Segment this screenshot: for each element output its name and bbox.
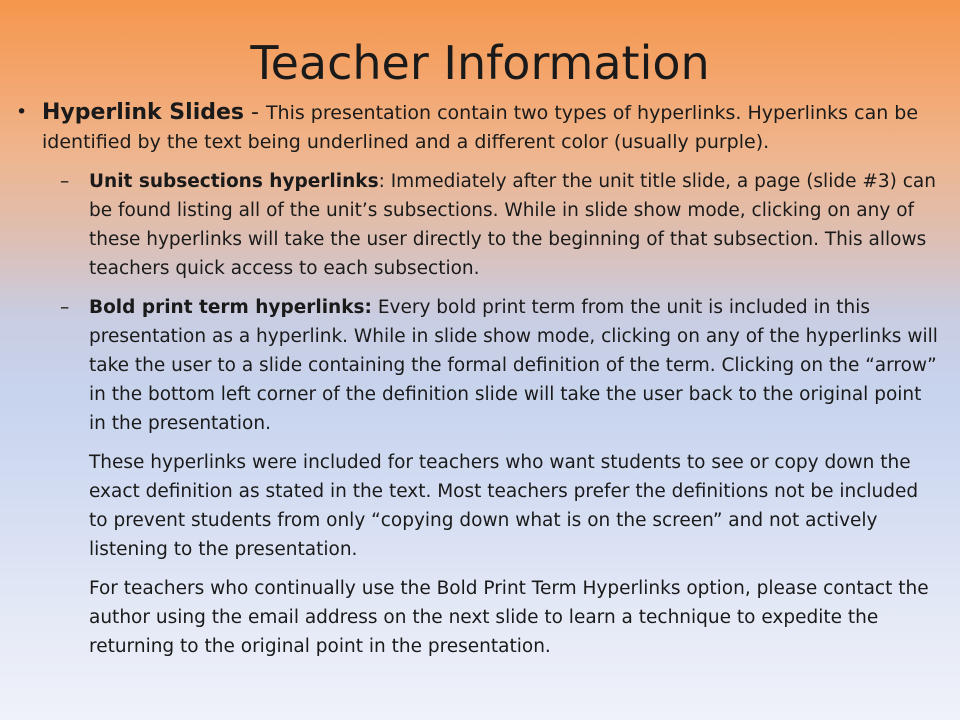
dash-marker: –: [60, 171, 70, 192]
bullet-separator: -: [244, 100, 266, 125]
paragraph-purpose: These hyperlinks were included for teachers who want students to see or copy down the exact definition as stated in the text. Most teachers prefer the definitions not be included to prevent students from only “copying down what is on the screen” and not actively listening to the presentation.: [89, 452, 919, 560]
subitem-unit-subsections: [60, 167, 939, 283]
subitem-bold-print-terms: [60, 293, 939, 438]
subitem-text: Immediately after the unit title slide, a page (slide #3) can be found listing all of the unit’s subsections. While in slide show mode, clicking on any of these hyperlinks will take the user directly to the beginning of that subsection. This allows teachers quick access to each subsection.: [89, 171, 936, 279]
bullet-lead-term: Hyperlink Slides: [42, 100, 244, 125]
bullet-hyperlink-slides: [16, 98, 947, 157]
bullet-text: This presentation contain two types of hyperlinks. Hyperlinks can be identified by the text being underlined and a different color (usually purple).: [42, 102, 919, 153]
dash-marker: –: [60, 297, 70, 318]
bullet-marker: •: [16, 101, 28, 123]
subitem-text: Every bold print term from the unit is included in this presentation as a hyperlink. While in slide show mode, clicking on any of the hyperlinks will take the user to a slide containing the formal definition of the term. Clicking on the “arrow” in the bottom left corner of the definition slide will take the user back to the original point in the presentation.: [89, 297, 938, 434]
paragraph-contact: For teachers who continually use the Bold Print Term Hyperlinks option, please contact the author using the email address on the next slide to learn a technique to expedite the returning to the original point in the presentation.: [89, 578, 929, 657]
slide-content: [0, 98, 960, 661]
subitem-term-suffix: :: [378, 171, 385, 192]
subitem-term: Unit subsections hyperlinks: [89, 171, 379, 192]
slide-title: Teacher Information: [250, 36, 710, 90]
subitem-term: Bold print term hyperlinks:: [89, 297, 372, 318]
